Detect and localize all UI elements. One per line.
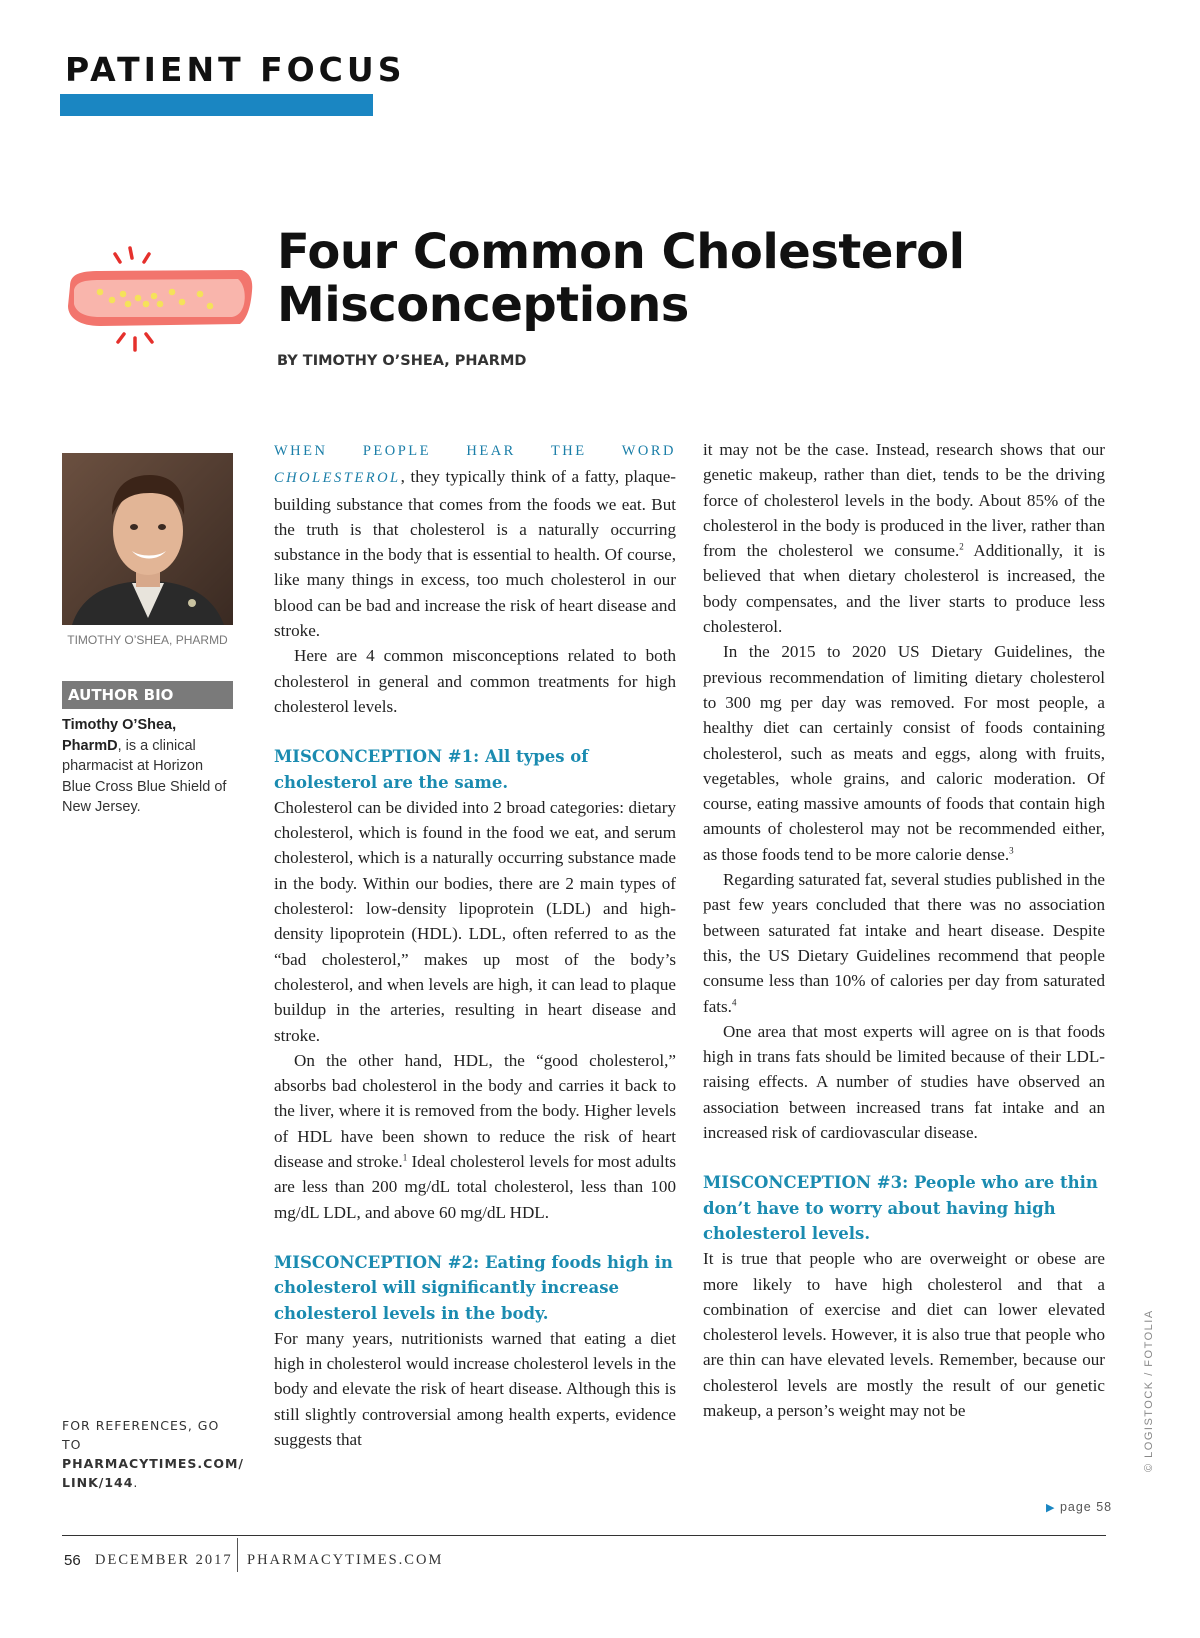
issue-date: DECEMBER 2017	[95, 1552, 233, 1568]
body-paragraph: One area that most experts will agree on is that foods high in trans fats should be limited because of their LDL-raising effects. A number of studies have observed an association between increased trans fat intake and an increased risk of cardiovascular disease.	[703, 1021, 1105, 1143]
body-paragraph	[274, 437, 676, 643]
section-accent-bar	[60, 94, 373, 116]
section-label: PATIENT FOCUS	[65, 50, 406, 89]
lead-in-keyword: CHOLESTEROL	[274, 470, 401, 487]
continued-label: page 58	[1059, 1500, 1113, 1514]
references-period: .	[133, 1475, 139, 1490]
body-paragraph: Here are 4 common misconceptions related to both cholesterol in general and common treatments for high cholesterol levels.	[274, 646, 676, 716]
author-bio-name: Timothy O’Shea, PharmD	[62, 717, 177, 754]
author-photo	[62, 453, 233, 625]
article-column-1	[274, 437, 676, 1452]
continued-on-page[interactable]	[1046, 1500, 1112, 1514]
author-bio-text	[62, 715, 233, 818]
image-credit: © LOGISTOCK / FOTOLIA	[1143, 1309, 1155, 1472]
body-paragraph	[274, 1048, 676, 1225]
article-column-2	[703, 437, 1105, 1423]
references-intro: FOR REFERENCES, GO TO	[62, 1418, 220, 1452]
article-byline: BY TIMOTHY O’SHEA, PHARMD	[277, 353, 527, 369]
reference-superscript: 2	[959, 541, 964, 552]
lead-in-comma: ,	[400, 467, 405, 487]
photo-caption: TIMOTHY O’SHEA, PHARMD	[67, 633, 228, 647]
body-paragraph	[703, 437, 1105, 639]
paragraph-text: On the other hand, HDL, the “good cholesterol,” absorbs bad cholesterol in the body and carries it back to the liver, where it is removed from the body. Higher levels of HDL have been shown to reduce the risk of heart disease and stroke.	[274, 1050, 676, 1172]
paragraph-text: Ideal cholesterol levels for most adults are less than 200 mg/dL total cholesterol, less than 100 mg/dL LDL, and above 60 mg/dL HDL.	[274, 1152, 676, 1222]
paragraph-text: they typically think of a fatty, plaque-building substance that comes from the foods we eat. But the truth is that cholesterol is a naturally occurring substance in the body that is essential to health. Of course, like many things in excess, too much cholesterol in our blood can be bad and increase the risk of heart disease and stroke.	[274, 467, 676, 641]
paragraph-text: Regarding saturated fat, several studies published in the past few years concluded that there was no association between saturated fat intake and heart disease. Despite this, the US Dietary Guidelines recommend that people consume less than 10% of calories per day from saturated fats.	[703, 870, 1105, 1016]
body-paragraph	[703, 867, 1105, 1019]
author-bio-description: , is a clinical pharmacist at Horizon Blue Cross Blue Shield of New Jersey.	[62, 737, 227, 815]
references-note	[62, 1416, 242, 1492]
body-paragraph: For many years, nutritionists warned that eating a diet high in cholesterol would increase cholesterol levels in the body and elevate the risk of heart disease. Although this is still slightly controversial among health experts, evidence suggests that	[274, 1328, 676, 1449]
misconception-3-heading: MISCONCEPTION #3: People who are thin don’t have to worry about having high cholesterol levels.	[703, 1173, 1098, 1243]
reference-superscript: 3	[1009, 845, 1014, 856]
article-title: Four Common Cholesterol Misconceptions	[277, 224, 965, 333]
triangle-right-icon: ▶	[1046, 1502, 1056, 1514]
body-paragraph: Cholesterol can be divided into 2 broad categories: dietary cholesterol, which is found in the food we eat, and serum cholesterol, which is a naturally occurring substance made in the body. Within our bodies, there are 2 main types of cholesterol: low-density lipoprotein (LDL) and high-density lipoprotein (HDL). LDL, often referred to as the “bad cholesterol,” makes up most of the body’s cholesterol, and when levels are high, it can lead to plaque buildup in the arteries, resulting in heart disease and stroke.	[274, 797, 676, 1045]
misconception-2-heading: MISCONCEPTION #2: Eating foods high in cholesterol will significantly increase cholesterol levels in the body.	[274, 1252, 673, 1323]
references-link[interactable]: PHARMACYTIMES.COM/ LINK/144	[62, 1456, 244, 1490]
page-number: 56	[64, 1552, 81, 1569]
publication-site: PHARMACYTIMES.COM	[247, 1552, 444, 1568]
reference-superscript: 4	[731, 996, 737, 1007]
lead-in-text: WHEN PEOPLE HEAR THE WORD	[274, 443, 676, 459]
footer-divider	[237, 1538, 238, 1572]
author-bio-label: AUTHOR BIO	[62, 681, 233, 709]
paragraph-text: Additionally, it is believed that when dietary cholesterol is increased, the body compensates, and the liver starts to produce less cholesterol.	[703, 541, 1105, 637]
artery-plaque-illustration	[60, 246, 256, 354]
reference-superscript: 1	[402, 1152, 408, 1163]
body-paragraph: It is true that people who are overweight or obese are more likely to have high cholesterol and that a combination of exercise and diet can lower elevated cholesterol levels. However, it is also true that people who are thin can have elevated levels. Remember, because our cholesterol levels are mostly the result of our genetic makeup, a person’s weight may not be	[703, 1249, 1105, 1420]
footer-rule	[62, 1535, 1106, 1536]
body-paragraph	[703, 639, 1105, 867]
paragraph-text: In the 2015 to 2020 US Dietary Guidelines, the previous recommendation of limiting dietary cholesterol to 300 mg per day was removed. For most people, a healthy diet can certainly consist of foods containing cholesterol, such as meats and eggs, along with fruits, vegetables, whole grains, and caloric moderation. Of course, eating massive amounts of foods that contain high amounts of cholesterol may not be recommended either, as those foods tend to be more calorie dense.	[703, 642, 1105, 864]
misconception-1-heading: MISCONCEPTION #1: All types of cholesterol are the same.	[274, 747, 589, 792]
paragraph-text: it may not be the case. Instead, research shows that our genetic makeup, rather than diet, tends to be the driving force of cholesterol levels in the body. About 85% of the cholesterol in the body is produced in the liver, rather than from the cholesterol we consume.	[703, 440, 1105, 561]
